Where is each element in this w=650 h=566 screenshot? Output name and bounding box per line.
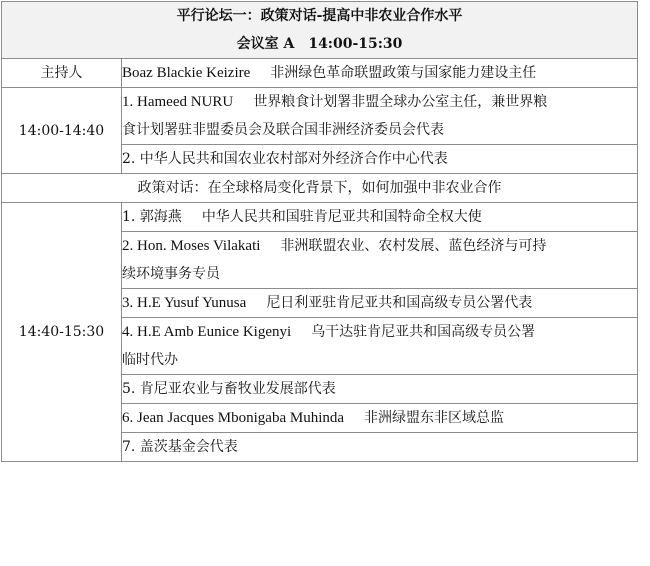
section-row bbox=[2, 174, 638, 203]
block1-time: 14:00-14:40 bbox=[2, 88, 122, 174]
list-item bbox=[122, 433, 638, 462]
host-name: Boaz Blackie Keizire bbox=[122, 65, 251, 81]
list-item bbox=[122, 145, 638, 174]
speaker-name: 3. H.E Yusuf Yunusa bbox=[122, 295, 247, 311]
speaker-name: 5. 肯尼亚农业与畜牧业发展部代表 bbox=[122, 381, 336, 397]
host-role: 非洲绿色革命联盟政策与国家能力建设主任 bbox=[270, 65, 537, 81]
speaker-role: 中华人民共和国驻肯尼亚共和国特命全权大使 bbox=[201, 209, 482, 225]
speaker-role: 世界粮食计划署非盟全球办公室主任，兼世界粮 bbox=[253, 94, 548, 110]
section-title: 政策对话：在全球格局变化背景下，如何加强中非农业合作 bbox=[2, 174, 638, 203]
host-content bbox=[122, 59, 638, 88]
header-row bbox=[2, 2, 638, 59]
speaker-role: 非洲联盟农业、农村发展、蓝色经济与可持 bbox=[280, 238, 547, 254]
speaker-name: 7. 盖茨基金会代表 bbox=[122, 439, 238, 455]
speaker-name: 1. Hameed NURU bbox=[122, 94, 234, 110]
host-label: 主持人 bbox=[2, 59, 122, 88]
speaker-name: 1. 郭海燕 bbox=[122, 209, 182, 225]
list-item bbox=[122, 88, 638, 145]
speaker-role-cont: 临时代办 bbox=[122, 352, 178, 368]
list-item bbox=[122, 318, 638, 375]
speaker-role: 乌干达驻肯尼亚共和国高级专员公署 bbox=[311, 324, 536, 340]
room-label: 会议室 A bbox=[236, 36, 295, 52]
list-item bbox=[122, 289, 638, 318]
time-label: 14:00-15:30 bbox=[308, 36, 403, 52]
host-row bbox=[2, 59, 638, 88]
speaker-name: 2. 中华人民共和国农业农村部对外经济合作中心代表 bbox=[122, 151, 448, 167]
agenda-table bbox=[1, 1, 638, 462]
speaker-name: 2. Hon. Moses Vilakati bbox=[122, 238, 261, 254]
block2-row-1 bbox=[2, 203, 638, 232]
speaker-name: 6. Jean Jacques Mbonigaba Muhinda bbox=[122, 410, 345, 426]
speaker-role: 尼日利亚驻肯尼亚共和国高级专员公署代表 bbox=[266, 295, 533, 311]
list-item bbox=[122, 375, 638, 404]
forum-title: 平行论坛一：政策对话-提高中非农业合作水平 bbox=[176, 8, 463, 24]
forum-header bbox=[2, 2, 638, 59]
list-item bbox=[122, 203, 638, 232]
speaker-role: 非洲绿盟东非区域总监 bbox=[364, 410, 505, 426]
list-item bbox=[122, 232, 638, 289]
forum-room-time bbox=[2, 30, 637, 58]
speaker-role-cont: 续环境事务专员 bbox=[122, 266, 220, 282]
block1-row-1 bbox=[2, 88, 638, 145]
block2-time: 14:40-15:30 bbox=[2, 203, 122, 462]
list-item bbox=[122, 404, 638, 433]
speaker-role-cont: 食计划署驻非盟委员会及联合国非洲经济委员会代表 bbox=[122, 122, 444, 138]
speaker-name: 4. H.E Amb Eunice Kigenyi bbox=[122, 324, 292, 340]
